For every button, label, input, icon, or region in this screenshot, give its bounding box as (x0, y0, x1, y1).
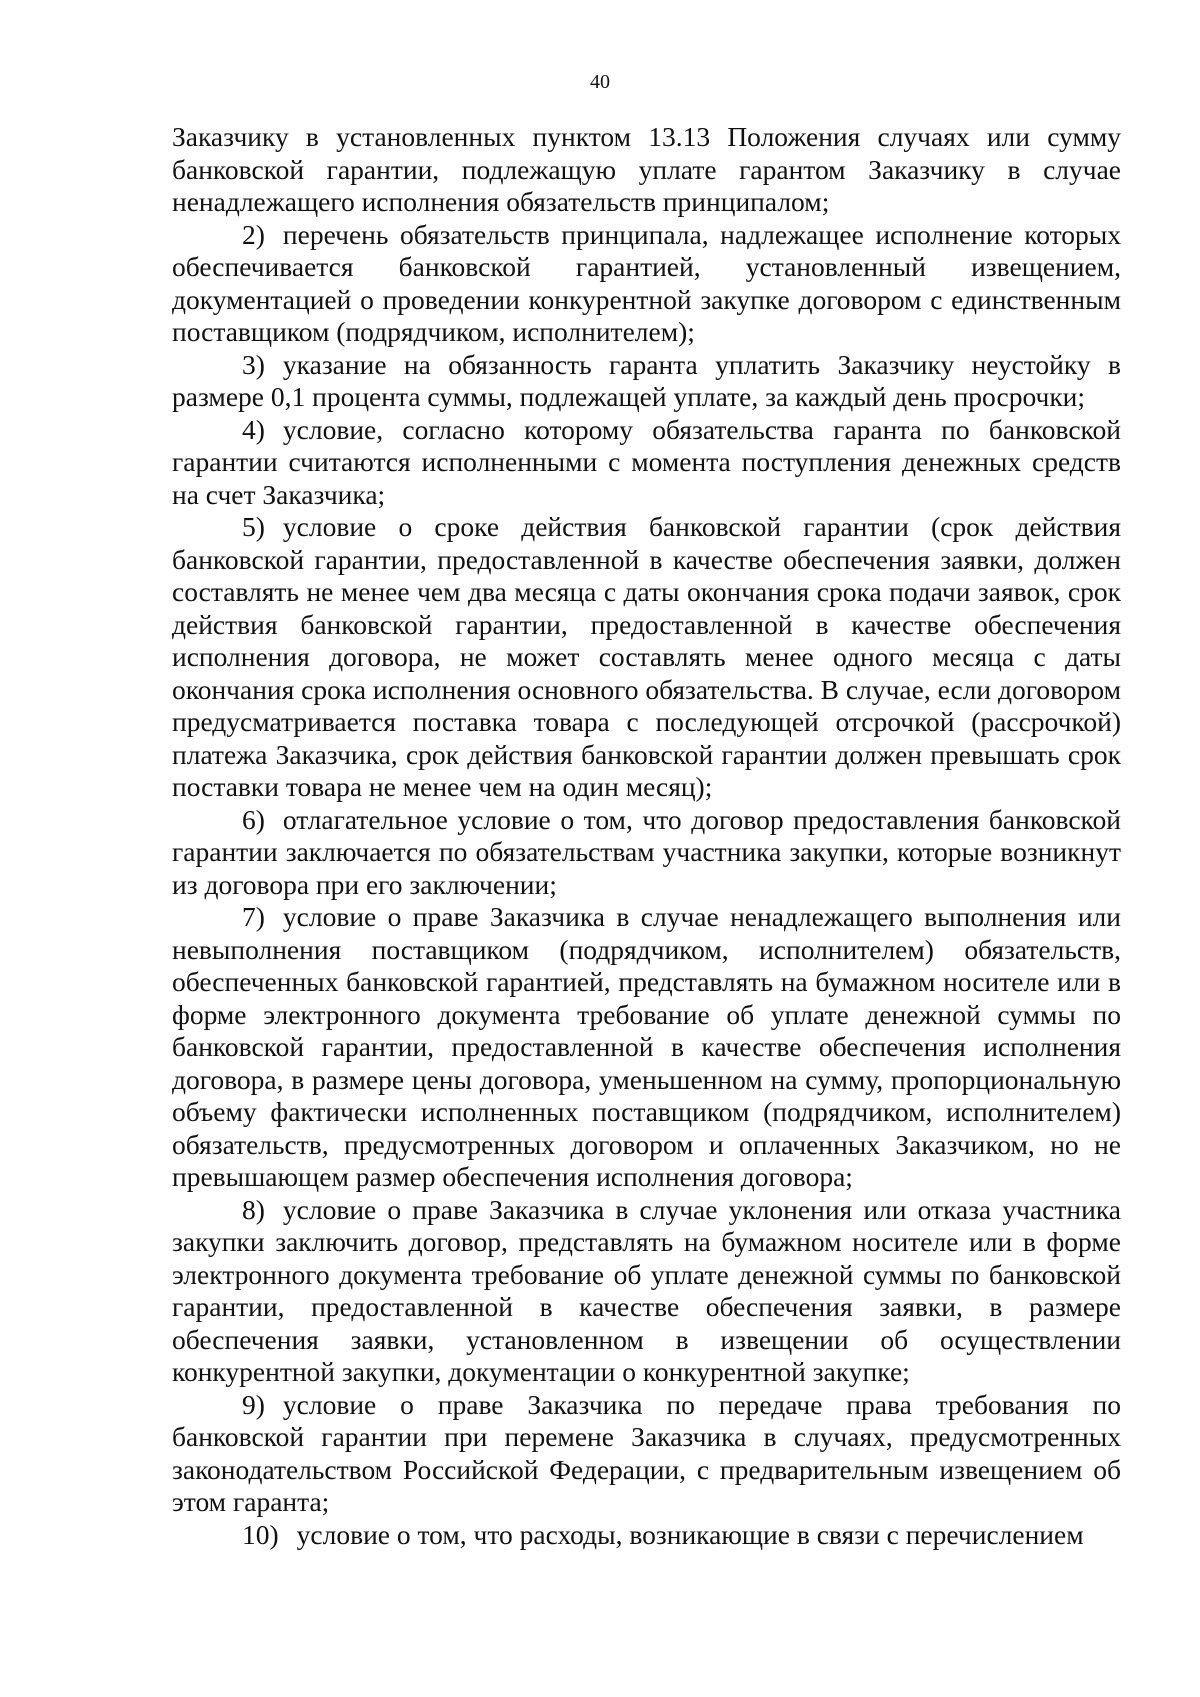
list-item-8 (172, 1194, 1121, 1389)
item-text: условие о праве Заказчика по передаче права требования по банковской гарантии при перемене Заказчика в случаях, предусмотренных законодательством Российской Федерации, с предварительным извещением об этом гаранта; (172, 1388, 1121, 1517)
list-item-3 (172, 349, 1121, 414)
intro-paragraph: Заказчику в установленных пунктом 13.13 Положения случаях или сумму банковской гарантии, подлежащую уплате гарантом Заказчику в случае ненадлежащего исполнения обязательств принципалом; (172, 121, 1121, 217)
item-number: 6) (242, 803, 265, 835)
list-item-6 (172, 804, 1121, 902)
document-body (172, 121, 1121, 1551)
item-text: перечень обязательств принципала, надлежащее исполнение которых обеспечивается банковской гарантией, установленный извещением, документацией о проведении конкурентной закупке договором с единственным поставщиком (подрядчиком, исполнителем); (172, 218, 1121, 347)
item-text: условие о том, что расходы, возникающие в связи с перечислением (296, 1518, 1084, 1550)
list-item-4 (172, 414, 1121, 512)
list-item-2 (172, 219, 1121, 349)
item-number: 5) (242, 511, 265, 542)
item-text: условие о праве Заказчика в случае ненадлежащего выполнения или невыполнения поставщиком (подрядчиком, исполнителем) обязательств, обеспеченных банковской гарантией, представлять на бумажном носителе или в форме электронного документа требование об уплате денежной суммы по банковской гарантии, предоставленной в качестве обеспечения исполнения договора, в размере цены договора, уменьшенном на сумму, пропорциональную объему фактически исполненных поставщиком (подрядчиком, исполнителем) обязательств, предусмотренных договором и оплаченных Заказчиком, но не превышающем размер обеспечения исполнения договора; (172, 901, 1121, 1192)
item-number: 2) (242, 218, 265, 250)
list-item-5 (172, 511, 1121, 804)
list-item-10 (172, 1519, 1121, 1552)
item-text: условие о праве Заказчика в случае уклонения или отказа участника закупки заключить договор, представлять на бумажном носителе или в форме электронного документа требование об уплате денежной суммы по банковской гарантии, предоставленной в качестве обеспечения заявки, в размере обеспечения заявки, установленном в извещении об осуществлении конкурентной закупки, документации о конкурентной закупке; (172, 1193, 1121, 1387)
page-number: 40 (590, 71, 610, 93)
list-item-7 (172, 901, 1121, 1194)
item-number: 7) (242, 901, 265, 932)
item-text: условие, согласно которому обязательства гаранта по банковской гарантии считаются исполненными с момента поступления денежных средств на счет Заказчика; (172, 413, 1121, 510)
item-number: 8) (242, 1193, 265, 1225)
item-text: указание на обязанность гаранта уплатить Заказчику неустойку в размере 0,1 процента суммы, подлежащей уплате, за каждый день просрочки; (172, 348, 1121, 412)
item-number: 9) (242, 1388, 265, 1420)
list-item-9 (172, 1389, 1121, 1519)
item-number: 10) (242, 1518, 279, 1550)
item-text: условие о сроке действия банковской гарантии (срок действия банковской гарантии, предоставленной в качестве обеспечения заявки, должен составлять не менее чем два месяца с даты окончания срока подачи заявок, срок действия банковской гарантии, предоставленной в качестве обеспечения исполнения договора, не может составлять менее одного месяца с даты окончания срока исполнения основного обязательства. В случае, если договором предусматривается поставка товара с последующей отсрочкой (рассрочкой) платежа Заказчика, срок действия банковской гарантии должен превышать срок поставки товара не менее чем на один месяц); (172, 511, 1121, 802)
item-number: 3) (242, 348, 265, 380)
item-number: 4) (242, 413, 265, 445)
item-text: отлагательное условие о том, что договор предоставления банковской гарантии заключается по обязательствам участника закупки, которые возникнут из договора при его заключении; (172, 803, 1121, 900)
